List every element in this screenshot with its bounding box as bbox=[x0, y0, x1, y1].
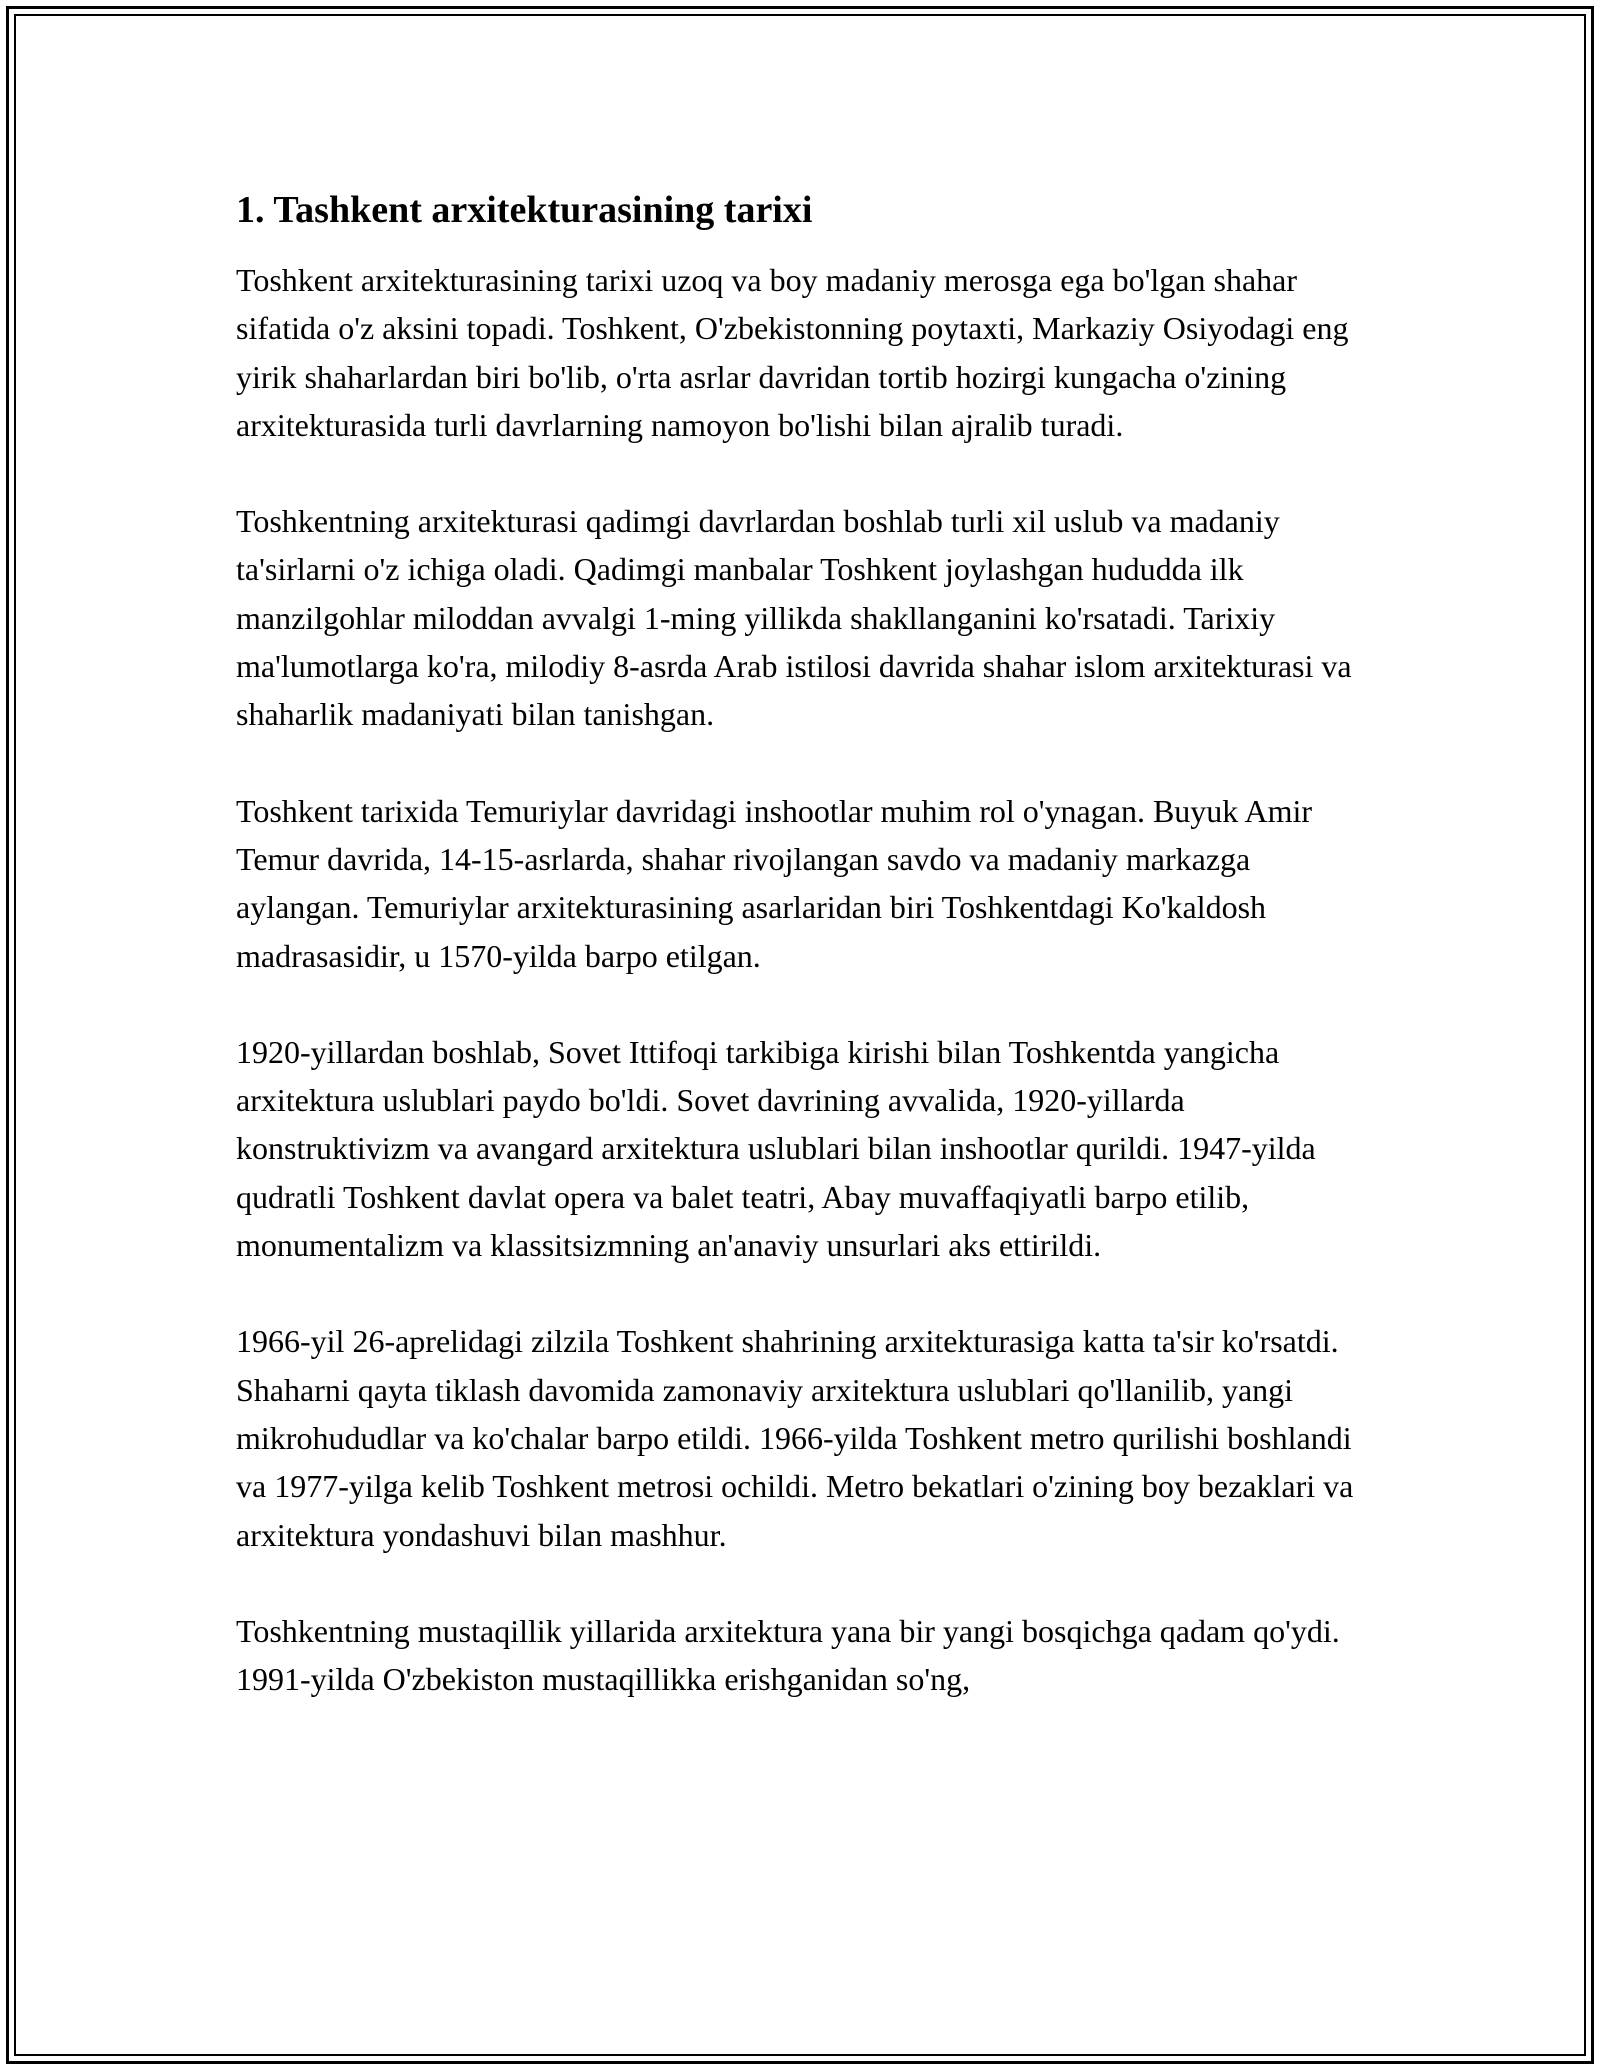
section-heading: 1. Tashkent arxitekturasining tarixi bbox=[236, 189, 813, 231]
paragraph-earthquake: 1966-yil 26-aprelidagi zilzila Toshkent shahrining arxitekturasiga katta ta'sir ko'rsatdi. Shaharni qayta tiklash davomida zamonaviy arxitektura uslublari qo'llanilib, yangi mikrohududlar va ko'chalar barpo etildi. 1966-yilda Toshkent metro qurilishi boshlandi va 1977-yilga kelib Toshkent metrosi ochildi. Metro bekatlari o'zining boy bezaklari va arxitektura yondashuvi bilan mashhur. bbox=[236, 1323, 1354, 1553]
paragraph-ancient-period: Toshkentning arxitekturasi qadimgi davrlardan boshlab turli xil uslub va madaniy ta'sirlarni o'z ichiga oladi. Qadimgi manbalar Toshkent joylashgan hududda ilk manzilgohlar miloddan avvalgi 1-ming yillikda shakllanganini ko'rsatadi. Tarixiy ma'lumotlarga ko'ra, milodiy 8-asrda Arab istilosi davrida shahar islom arxitekturasi va shaharlik madaniyati bilan tanishgan. bbox=[236, 503, 1352, 733]
paragraph-timurid-period: Toshkent tarixida Temuriylar davridagi inshootlar muhim rol o'ynagan. Buyuk Amir Temur davrida, 14-15-asrlarda, shahar rivojlangan savdo va madaniy markazga aylangan. Temuriylar arxitekturasining asarlaridan biri Toshkentdagi Ko'kaldosh madrasasidir, u 1570-yilda barpo etilgan. bbox=[236, 792, 1313, 974]
paragraph-independence: Toshkentning mustaqillik yillarida arxitektura yana bir yangi bosqichga qadam qo'ydi. 1991-yilda O'zbekiston mustaqillikka erishganidan so'ng, bbox=[236, 1612, 1340, 1698]
document-body bbox=[236, 186, 1376, 1751]
paragraph-intro: Toshkent arxitekturasining tarixi uzoq va boy madaniy merosga ega bo'lgan shahar sifatida o'z aksini topadi. Toshkent, O'zbekistonning poytaxti, Markaziy Osiyodagi eng yirik shaharlardan biri bo'lib, o'rta asrlar davridan tortib hozirgi kungacha o'zining arxitekturasida turli davrlarning namoyon bo'lishi bilan ajralib turadi. bbox=[236, 262, 1349, 443]
paragraph-soviet-period: 1920-yillardan boshlab, Sovet Ittifoqi tarkibiga kirishi bilan Toshkentda yangicha arxitektura uslublari paydo bo'ldi. Sovet davrining avvalida, 1920-yillarda konstruktivizm va avangard arxitektura uslublari bilan inshootlar qurildi. 1947-yilda qudratli Toshkent davlat opera va balet teatri, Abay muvaffaqiyatli barpo etilib, monumentalizm va klassitsizmning an'anaviy unsurlari aks ettirildi. bbox=[236, 1033, 1316, 1264]
